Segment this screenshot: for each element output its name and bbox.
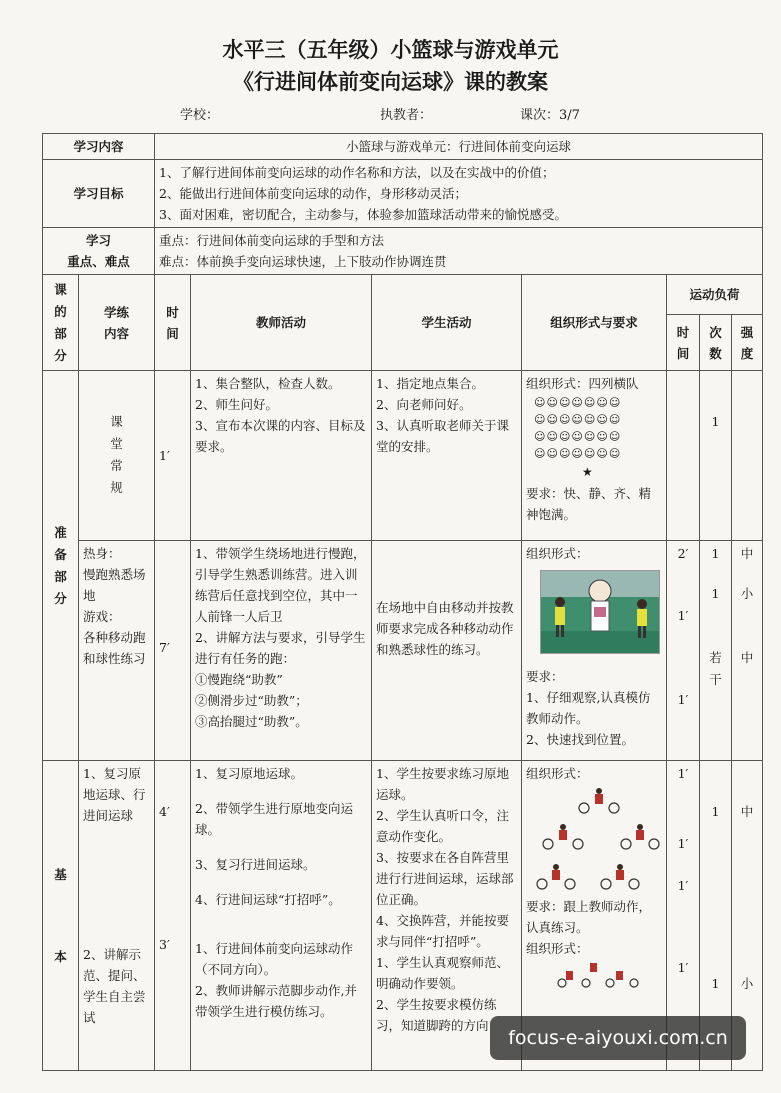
keypoints-cell (155, 228, 763, 275)
basic-load-intensity-value: 中 (740, 804, 754, 819)
warmup-teacher-step: ③高抬腿过“助教”。 (195, 714, 308, 729)
basic-teacher-step: 1、行进间体前变向运球动作（不同方向）。 (195, 941, 353, 977)
section-prep (43, 371, 79, 761)
warmup-load-intensity-value: 小 (740, 586, 754, 601)
teacher-star-icon: ★ (582, 465, 593, 479)
dribble-drill-diagram (526, 786, 667, 896)
keypoints-label-2: 重点、难点 (67, 254, 130, 269)
section-prep-char: 分 (54, 590, 67, 606)
col-student-header: 学生活动 (372, 275, 522, 371)
basic-load-count-value: 1 (711, 976, 720, 991)
goals-row (43, 160, 763, 228)
col-load-count-char: 次 (709, 324, 722, 340)
col-time-char: 间 (166, 325, 179, 341)
routine-teacher-step: 3、宣布本次课的内容、目标及要求。 (195, 418, 366, 454)
warmup-req: 2、快速找到位置。 (526, 732, 634, 747)
routine-student-step: 3、认真听取老师关于课堂的安排。 (376, 418, 509, 454)
keypoints-label (43, 228, 155, 275)
warmup-content-line: 热身： (83, 546, 121, 561)
school-label: 学校： (180, 108, 220, 123)
col-load-intensity-header (732, 315, 763, 371)
col-load-intensity-char: 度 (740, 345, 754, 361)
basic-student-step: 2、学生认真听口令，注意动作变化。 (376, 808, 509, 844)
col-content-line: 内容 (104, 325, 130, 341)
basic-teacher-step: 3、复习行进间运球。 (195, 857, 316, 872)
footwork-diagram (526, 959, 666, 989)
warmup-org-title: 组织形式： (526, 546, 589, 561)
basic-teacher-step: 1、复习原地运球。 (195, 766, 303, 781)
basic-time-b: 3′ (159, 937, 170, 952)
warmup-load-time-value: 2′ (677, 546, 689, 561)
warmup-teacher-step: 2、讲解方法与要求，引导学生进行有任务的跑： (195, 630, 366, 666)
section-prep-char: 备 (54, 546, 67, 562)
content-value: 小篮球与游戏单元：行进间体前变向运球 (155, 134, 763, 160)
warmup-content-line: 各种移动跑和球性练习 (83, 630, 146, 666)
basic-student-step: 3、按要求在各自阵营里进行行进间运球，运球部位正确。 (376, 850, 514, 907)
basic-content-b: 2、讲解示范、提问、学生自主尝试 (83, 947, 146, 1025)
routine-row (43, 371, 763, 541)
section-basic-char: 本 (54, 948, 67, 964)
warmup-req-title: 要求： (526, 669, 564, 684)
watermark: focus-e-aiyouxi.com.cn (490, 1016, 746, 1060)
warmup-teacher-step: 1、带领学生绕场地进行慢跑，引导学生熟悉训练营。进入训练营后任意找到空位，其中一人前锋一人后卫 (195, 546, 366, 624)
col-content-header (79, 275, 155, 371)
teacher-label: 执教者： (380, 108, 433, 123)
goals-cell (155, 160, 763, 228)
routine-student-step: 1、指定地点集合。 (376, 376, 484, 391)
key-point: 重点：行进间体前变向运球的手型和方法 (159, 233, 385, 248)
basic-content-a: 1、复习原地运球、行进间运球 (83, 766, 146, 823)
section-basic-char: 基 (54, 866, 67, 882)
warmup-content-line: 游戏： (83, 609, 121, 624)
col-part-char: 分 (54, 347, 67, 363)
warmup-load-intensity (732, 541, 763, 761)
warmup-student: 在场地中自由移动并按教师要求完成各种移动动作和熟悉球性的练习。 (372, 541, 522, 761)
formation-row: ☺☺☺☺☺☺☺ (534, 396, 622, 409)
routine-load-intensity (732, 371, 763, 541)
basic-student-step: 4、交换阵营，并能按要求与同伴“打招呼”。 (376, 913, 509, 949)
goal-2: 2、能做出行进间体前变向运球的动作，身形移动灵活； (159, 186, 467, 201)
warmup-teacher-step: ①慢跑绕“助教” (195, 672, 283, 687)
basic-load-time-value: 1′ (677, 766, 689, 781)
warmup-load-intensity-value: 中 (740, 546, 754, 561)
warmup-content (79, 541, 155, 761)
routine-content-char: 常 (110, 458, 123, 473)
warmup-time: 7′ (155, 541, 191, 761)
warmup-load-intensity-value: 中 (740, 650, 754, 665)
lesson-title-line1: 水平三（五年级）小篮球与游戏单元 (222, 38, 559, 62)
routine-student-step: 2、向老师问好。 (376, 397, 472, 412)
basic-student-step: 1、学生按要求练习原地运球。 (376, 766, 509, 802)
routine-org-title: 组织形式：四列横队 (526, 376, 639, 391)
content-label: 学习内容 (43, 134, 155, 160)
warmup-org (522, 541, 667, 761)
warmup-content-line: 慢跑熟悉场地 (83, 567, 146, 603)
routine-student (372, 371, 522, 541)
basic-load-time-value: 1′ (677, 836, 689, 851)
routine-content-char: 规 (110, 480, 123, 495)
difficulty: 难点：体前换手变向运球快速，上下肢动作协调连贯 (159, 254, 447, 269)
basic-load-time-value: 1′ (677, 878, 689, 893)
col-content-line: 学练 (104, 304, 130, 320)
col-teacher-header: 教师活动 (191, 275, 372, 371)
goal-3: 3、面对困难，密切配合，主动参与，体验参加篮球活动带来的愉悦感受。 (159, 207, 567, 222)
warmup-teacher (191, 541, 372, 761)
col-part-char: 部 (54, 325, 67, 341)
routine-content-char: 课 (110, 414, 123, 429)
routine-teacher-step: 1、集合整队，检查人数。 (195, 376, 341, 391)
warmup-teacher-step: ②侧滑步过“助教”； (195, 693, 308, 708)
warmup-load-time (667, 541, 700, 761)
warmup-req: 1、仔细观察,认真模仿教师动作。 (526, 690, 651, 726)
basic-time (155, 761, 191, 1071)
column-header-row-1 (43, 275, 763, 315)
col-load-count-char: 数 (709, 345, 722, 361)
col-part-char: 课 (54, 281, 67, 297)
lesson-title-line2: 《行进间体前变向运球》课的教案 (233, 70, 548, 94)
routine-load-time (667, 371, 700, 541)
col-time-header (155, 275, 191, 371)
content-row (43, 134, 763, 160)
basic-content (79, 761, 155, 1071)
basic-requirement: 要求：跟上教师动作，认真练习。 (526, 899, 652, 935)
warmup-load-count-value: 若干 (709, 650, 722, 687)
warmup-photo (540, 570, 660, 654)
col-part-header (43, 275, 79, 371)
routine-content (79, 371, 155, 541)
basic-teacher (191, 761, 372, 1071)
lesson-plan-table (42, 133, 763, 1071)
basic-org-title: 组织形式： (526, 766, 589, 781)
routine-teacher-step: 2、师生问好。 (195, 397, 278, 412)
basic-load-intensity-value: 小 (740, 976, 754, 991)
warmup-load-time-value: 1′ (677, 608, 689, 623)
col-load-header: 运动负荷 (667, 275, 763, 315)
goal-1: 1、了解行进间体前变向运球的动作名称和方法，以及在实战中的价值； (159, 165, 555, 180)
keypoints-row (43, 228, 763, 275)
routine-teacher (191, 371, 372, 541)
col-org-header: 组织形式与要求 (522, 275, 667, 371)
routine-requirement: 要求：快、静、齐、精神饱满。 (526, 486, 652, 522)
goals-label: 学习目标 (43, 160, 155, 228)
formation-row: ☺☺☺☺☺☺☺ (534, 430, 622, 443)
routine-org (522, 371, 667, 541)
section-basic (43, 761, 79, 1071)
basic-time-a: 4′ (159, 804, 170, 819)
routine-content-char: 堂 (110, 436, 123, 451)
basic-load-time-value: 1′ (677, 960, 689, 975)
col-part-char: 的 (54, 303, 67, 319)
col-time-char: 时 (166, 304, 179, 320)
basic-load-count-value: 1 (711, 804, 720, 819)
warmup-load-count-value: 1 (711, 546, 720, 561)
col-load-count-header (700, 315, 732, 371)
keypoints-label-1: 学习 (86, 233, 112, 248)
col-load-time-char: 时 (676, 324, 690, 340)
warmup-load-count (700, 541, 732, 761)
routine-load-count: 1 (700, 371, 732, 541)
basic-student-step: 2、学生按要求模仿练习，知道脚跨的方向 (376, 997, 497, 1033)
basic-student-step: 1、学生认真观察师范、明确动作要领。 (376, 955, 509, 991)
warmup-load-count-value: 1 (711, 586, 720, 601)
routine-time: 1′ (155, 371, 191, 541)
col-load-intensity-char: 强 (740, 324, 754, 340)
warmup-load-time-value: 1′ (677, 692, 689, 707)
basic-teacher-step: 4、行进间运球“打招呼”。 (195, 892, 341, 907)
col-load-time-header (667, 315, 700, 371)
basic-teacher-step: 2、带领学生进行原地变向运球。 (195, 801, 353, 837)
formation-row: ☺☺☺☺☺☺☺ (534, 447, 622, 460)
warmup-row (43, 541, 763, 761)
formation-row: ☺☺☺☺☺☺☺ (534, 413, 622, 426)
lesson-number: 课次：3/7 (520, 108, 580, 123)
section-prep-char: 部 (54, 568, 67, 584)
basic-org-title-2: 组织形式： (526, 941, 589, 956)
col-load-time-char: 间 (676, 345, 690, 361)
section-prep-char: 准 (54, 524, 67, 540)
basic-teacher-step: 2、教师讲解示范脚步动作,并带领学生进行模仿练习。 (195, 983, 357, 1019)
